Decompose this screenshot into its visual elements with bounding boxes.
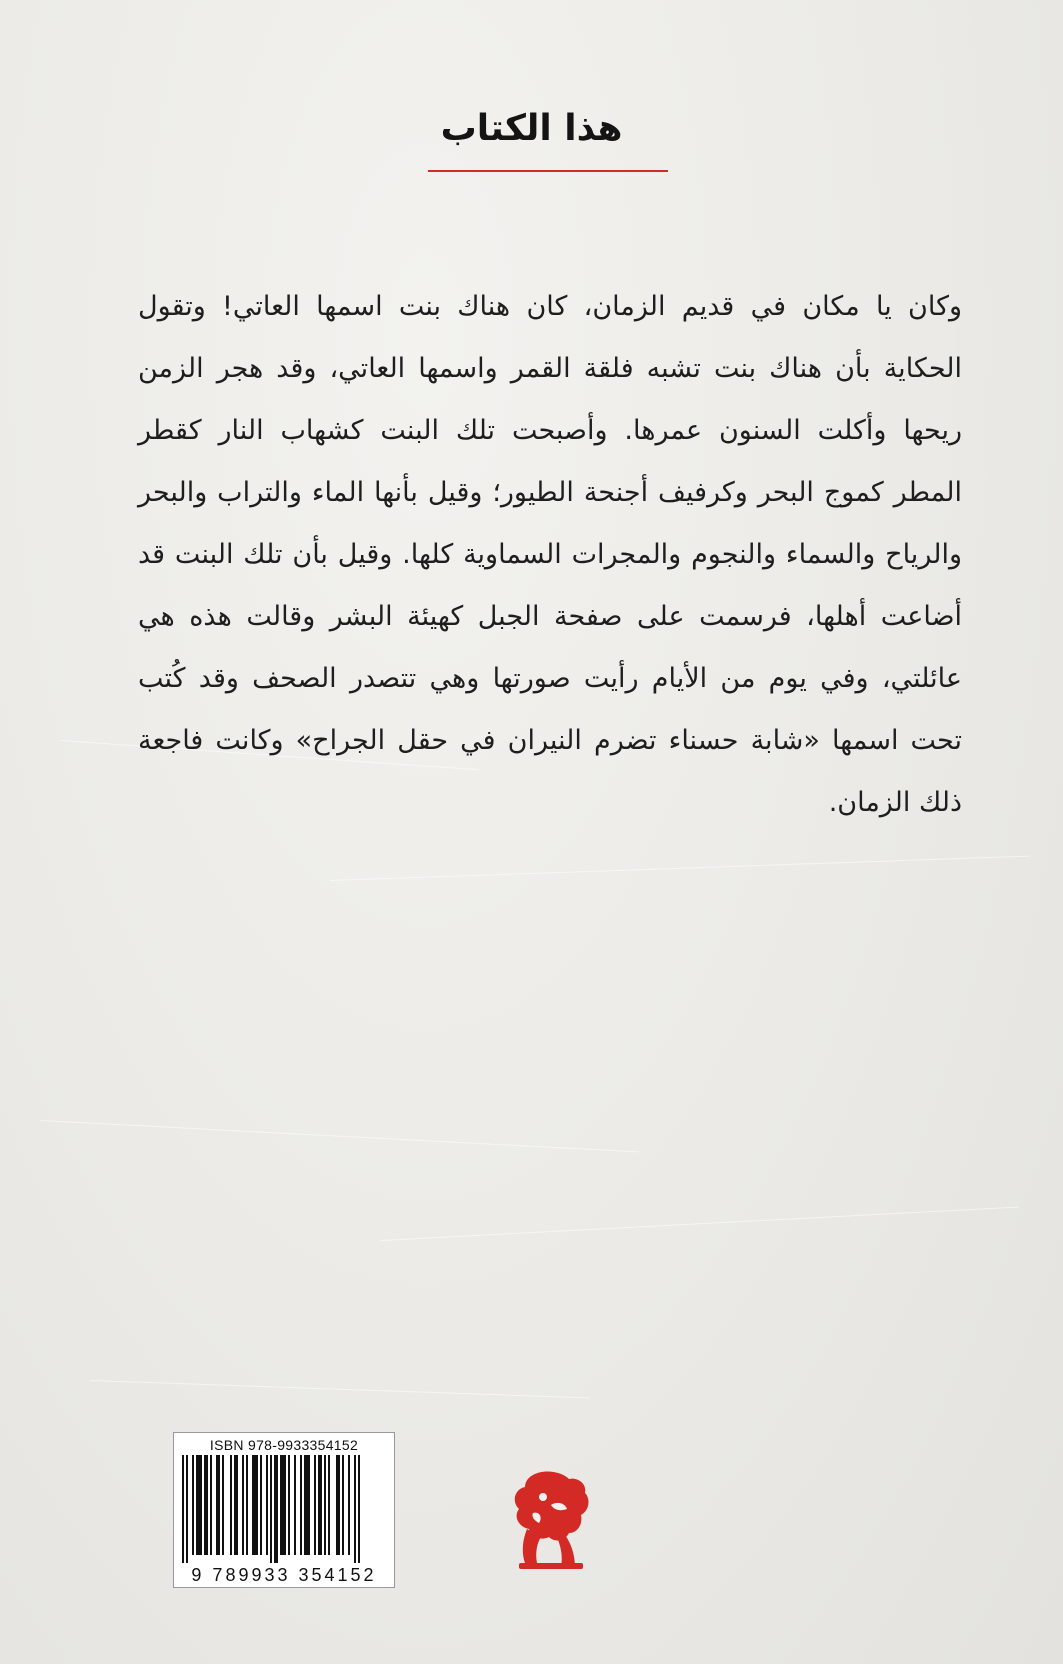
isbn-barcode <box>173 1432 395 1588</box>
isbn-label: ISBN 978-9933354152 <box>209 1437 359 1453</box>
barcode-bars-icon <box>180 1455 388 1563</box>
publisher-logo-icon <box>503 1467 595 1573</box>
page-title: هذا الكتاب <box>440 108 623 149</box>
barcode-digits: 9 789933 354152 <box>191 1565 377 1585</box>
blurb-text: وكان يا مكان في قديم الزمان، كان هناك بنت اسمها العاتي! وتقول الحكاية بأن هناك بنت تشبه فلقة القمر واسمها العاتي، وقد هجر الزمن ريحها وأكلت السنون عمرها. وأصبحت تلك البنت كشهاب النار كقطر المطر كموج البحر وكرفيف أجنحة الطيور؛ وقيل بأنها الماء والتراب والبحر والرياح والسماء والنجوم والمجرات السماوية كلها. وقيل بأن تلك البنت قد أضاعت أهلها، فرسمت على صفحة الجبل كهيئة البشر وقالت هذه هي عائلتي، وفي يوم من الأيام رأيت صورتها وهي تتصدر الصحف وقد كُتب تحت اسمها «شابة حسناء تضرم النيران في حقل الجراح» وكانت فاجعة ذلك الزمان. <box>138 291 962 818</box>
title-underline <box>428 170 668 172</box>
